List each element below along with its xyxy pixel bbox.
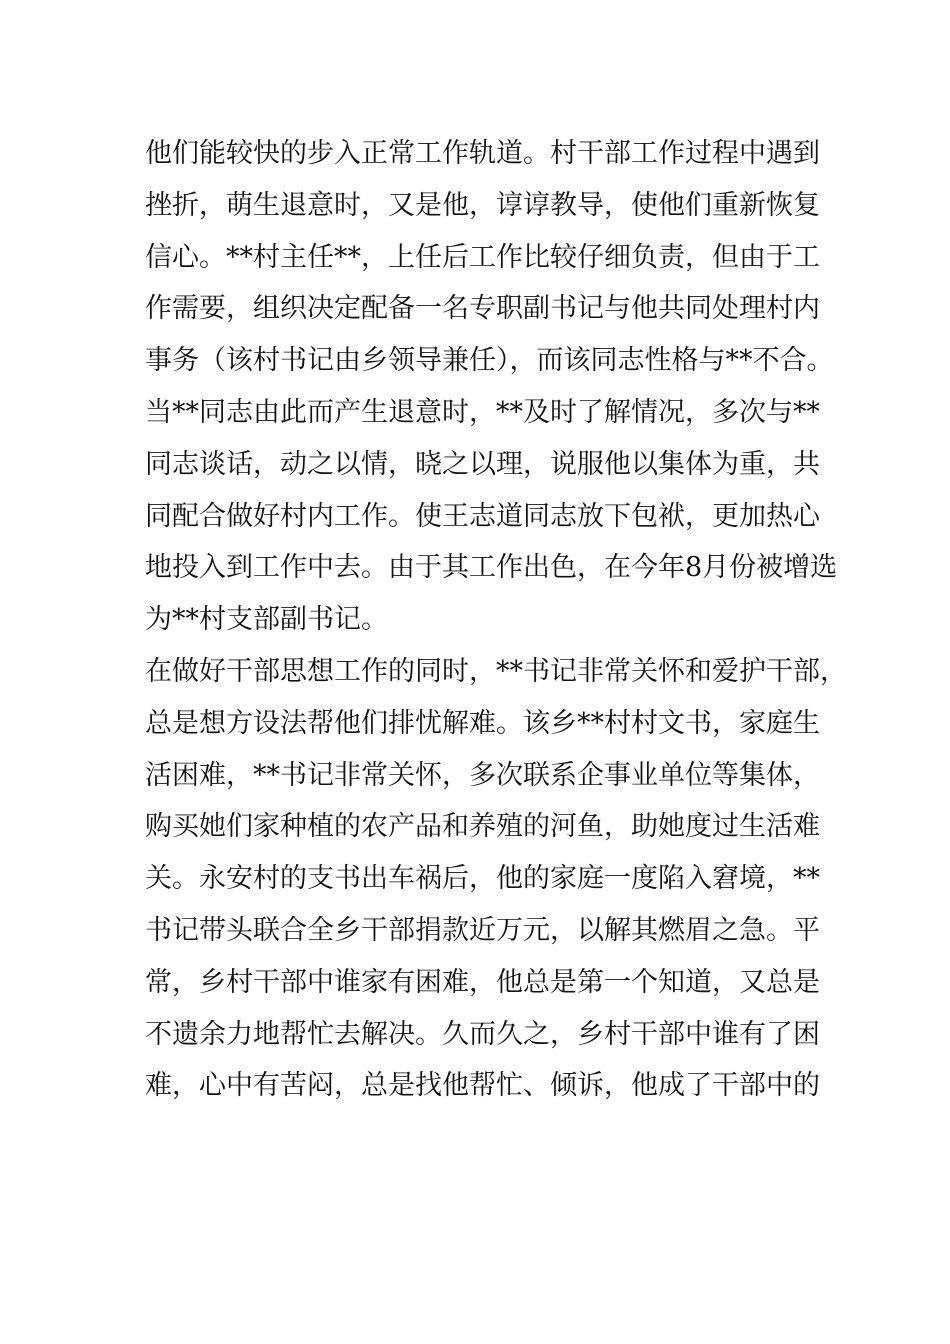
text-line: 作需要，组织决定配备一名专职副书记与他共同处理村内: [145, 293, 820, 325]
text-line: 信心。**村主任**，上任后工作比较仔细负责，但由于工: [145, 241, 820, 273]
text-line: 地投入到工作中去。由于其工作出色，在今年8月份被增选: [145, 552, 838, 584]
text-line: 事务（该村书记由乡领导兼任），而该同志性格与**不合。: [145, 345, 834, 377]
text-line: 书记带头联合全乡干部捐款近万元，以解其燃眉之急。平: [145, 914, 820, 946]
text-line: 关。永安村的支书出车祸后，他的家庭一度陷入窘境，**: [145, 863, 820, 895]
text-line: 难，心中有苦闷，总是找他帮忙、倾诉，他成了干部中的: [145, 1070, 820, 1102]
text-line: 不遗余力地帮忙去解决。久而久之，乡村干部中谁有了困: [145, 1018, 820, 1050]
text-line: 购买她们家种植的农产品和养殖的河鱼，助她度过生活难: [145, 811, 820, 843]
text-line: 同配合做好村内工作。使王志道同志放下包袱，更加热心: [145, 500, 820, 532]
text-line: 活困难，**书记非常关怀，多次联系企事业单位等集体，: [145, 759, 820, 791]
text-line: 同志谈话，动之以情，晓之以理，说服他以集体为重，共: [145, 448, 820, 480]
text-line: 总是想方设法帮他们排忧解难。该乡**村村文书，家庭生: [145, 707, 820, 739]
document-body: [145, 128, 847, 1112]
text-line: 挫折，萌生退意时，又是他，谆谆教导，使他们重新恢复: [145, 189, 820, 221]
text-line: 他们能较快的步入正常工作轨道。村干部工作过程中遇到: [145, 138, 820, 169]
text-line: 常，乡村干部中谁家有困难，他总是第一个知道，又总是: [145, 966, 820, 998]
text-line: 在做好干部思想工作的同时，**书记非常关怀和爱护干部，: [145, 655, 847, 687]
text-line: 为**村支部副书记。: [145, 604, 388, 636]
text-line: 当**同志由此而产生退意时，**及时了解情况，多次与**: [145, 396, 820, 428]
